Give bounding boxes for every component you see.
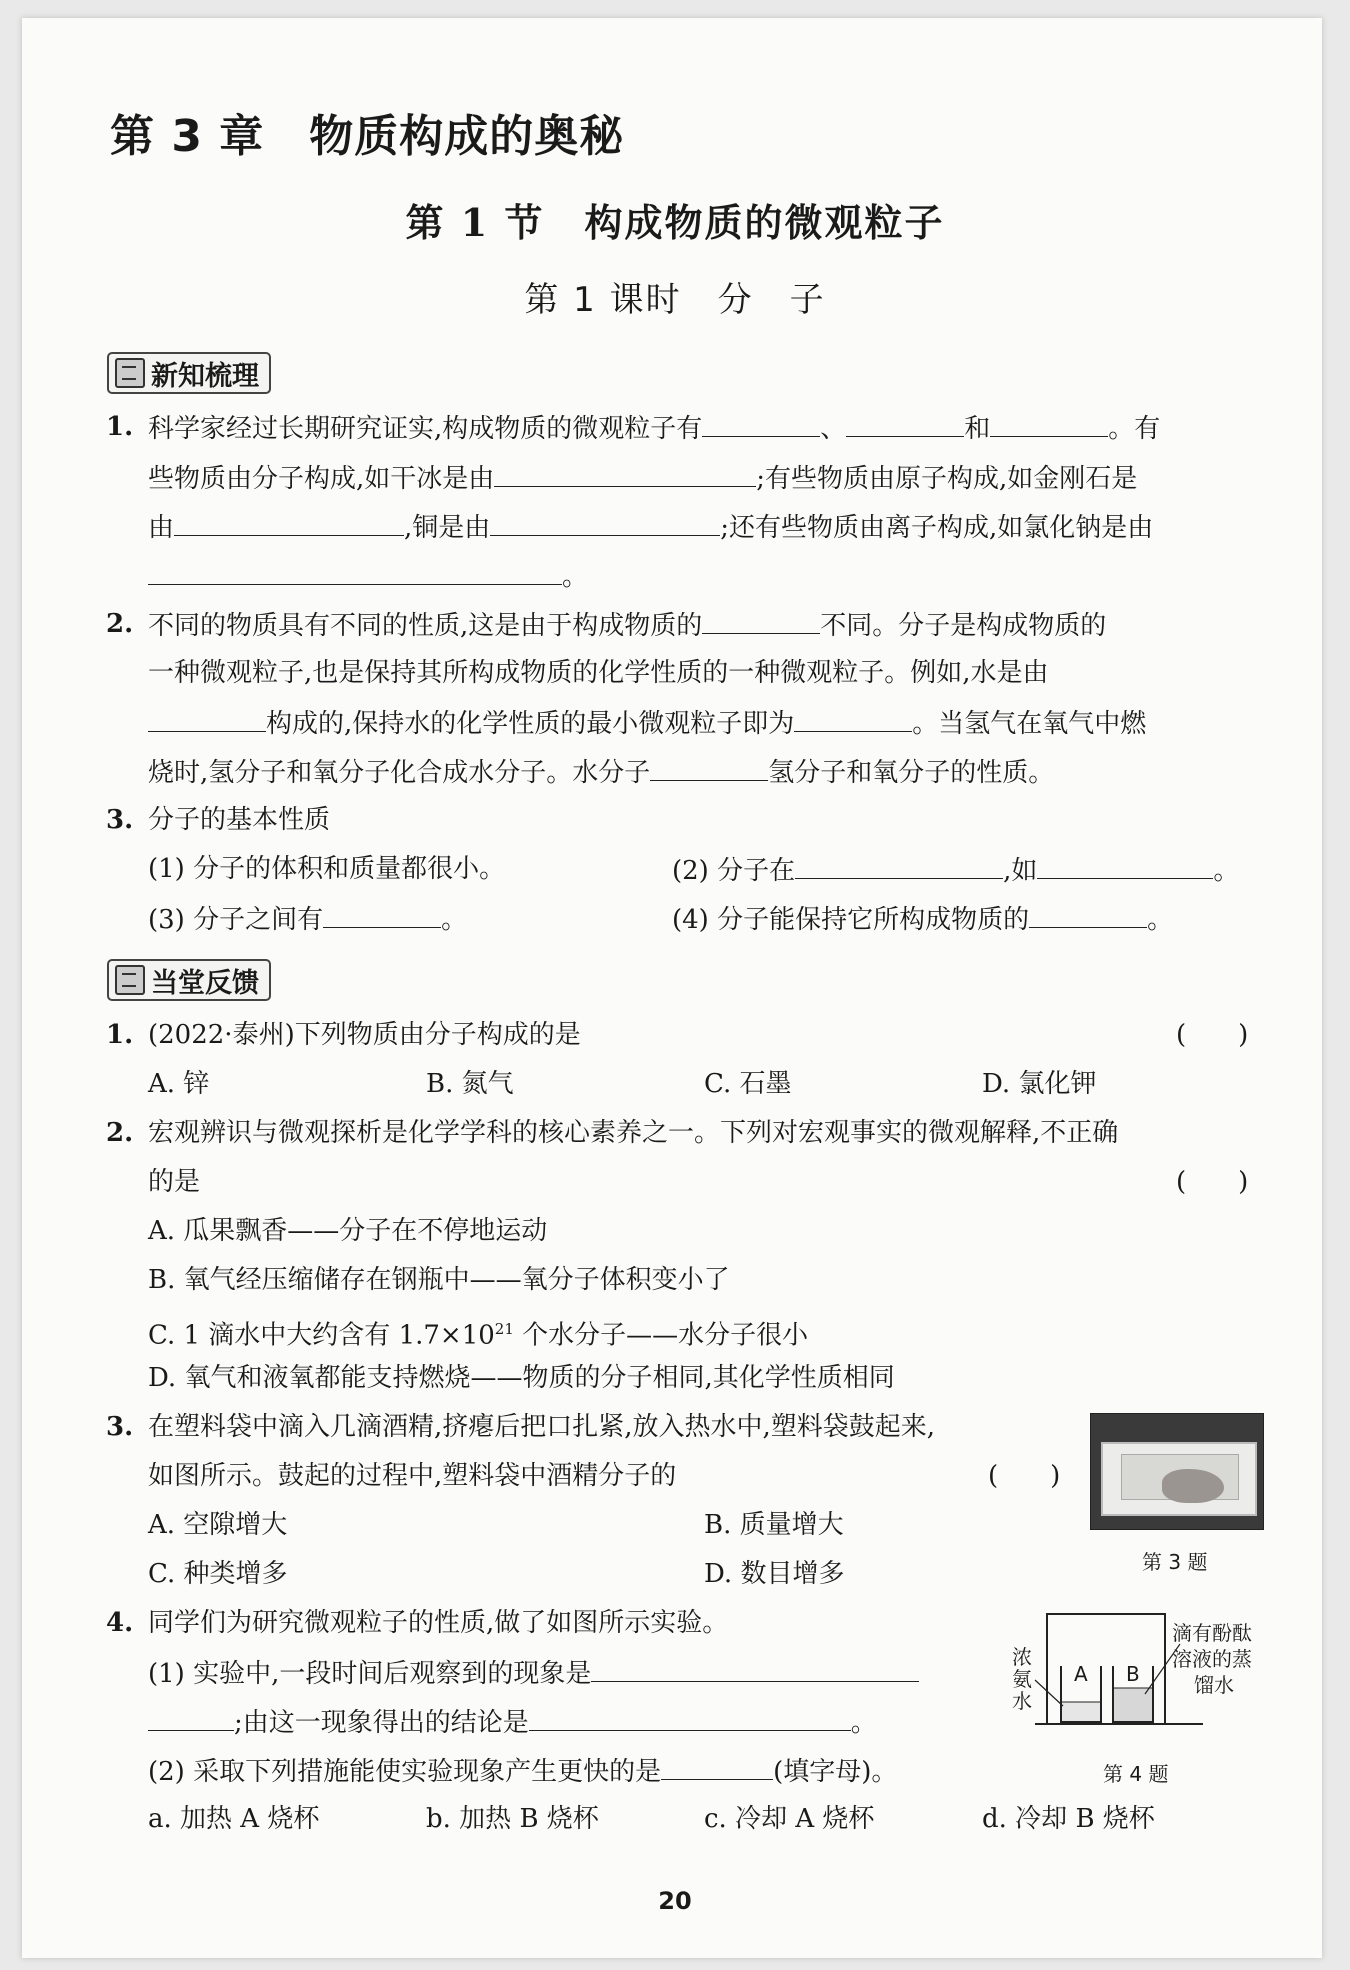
option-b: b. 加热 B 烧杯 xyxy=(426,1804,599,1834)
figure-caption: 第 3 题 xyxy=(1142,1550,1208,1574)
blank xyxy=(650,756,768,781)
label-char: 水 xyxy=(1012,1689,1032,1713)
q2-line1 xyxy=(148,609,1106,641)
question-number: 3. xyxy=(106,1412,134,1442)
blank xyxy=(795,854,1003,879)
f1-stem: (2022·泰州)下列物质由分子构成的是 xyxy=(148,1020,581,1050)
blank xyxy=(494,462,756,487)
text: 个水分子——水分子很小 xyxy=(513,1320,809,1351)
lesson-title: 第 1 课时 分 子 xyxy=(524,280,826,320)
f2-stem-line2: 的是 xyxy=(148,1167,201,1197)
question-number: 4. xyxy=(106,1608,134,1638)
blank xyxy=(661,1755,773,1780)
text: 和 xyxy=(964,414,991,444)
label-char: 氨 xyxy=(1012,1667,1032,1691)
text: (2) 分子在 xyxy=(672,856,796,886)
water-tray xyxy=(1101,1442,1257,1516)
q2-line3 xyxy=(148,707,1146,739)
option-b: B. 氧气经压缩储存在钢瓶中——氧分子体积变小了 xyxy=(148,1265,730,1295)
pen-icon xyxy=(115,965,145,995)
text: C. 1 滴水中大约含有 1.7×10 xyxy=(148,1320,495,1351)
q1-line4 xyxy=(148,560,588,592)
label-phenolphthalein xyxy=(1172,1620,1252,1698)
text: (2) 采取下列措施能使实验现象产生更快的是 xyxy=(148,1757,662,1787)
label-char: 浓 xyxy=(1012,1645,1032,1669)
label-line: 溶液的蒸 xyxy=(1172,1647,1252,1671)
text: (1) 实验中,一段时间后观察到的现象是 xyxy=(148,1659,592,1689)
ammonia-liquid xyxy=(1062,1702,1100,1721)
f4-part2 xyxy=(148,1755,897,1787)
answer-paren: ( ) xyxy=(1176,1167,1249,1197)
text: 不同的物质具有不同的性质,这是由于构成物质的 xyxy=(148,611,703,641)
text: 。 xyxy=(1147,905,1174,935)
pointer-line xyxy=(1035,1680,1063,1706)
figure-caption: 第 4 题 xyxy=(1103,1762,1169,1786)
text: 。 xyxy=(562,562,589,592)
option-a: A. 锌 xyxy=(148,1069,210,1099)
text: ,铜是由 xyxy=(404,513,491,543)
text: ;还有些物质由离子构成,如氯化钠是由 xyxy=(720,513,1154,543)
text: ;有些物质由原子构成,如金刚石是 xyxy=(756,464,1138,494)
option-a: a. 加热 A 烧杯 xyxy=(148,1804,320,1834)
blank xyxy=(702,609,820,634)
option-d: D. 氧气和液氧都能支持燃烧——物质的分子相同,其化学性质相同 xyxy=(148,1363,895,1393)
blank xyxy=(323,903,441,928)
text: 。 xyxy=(1213,856,1240,886)
q3-title: 分子的基本性质 xyxy=(148,805,331,835)
tray-inner xyxy=(1121,1454,1239,1500)
chapter-title: 第 3 章 物质构成的奥秘 xyxy=(110,111,625,162)
answer-paren: ( ) xyxy=(988,1461,1061,1491)
text: (3) 分子之间有 xyxy=(148,905,324,935)
text: 些物质由分子构成,如干冰是由 xyxy=(148,464,495,494)
text: 。当氢气在氧气中燃 xyxy=(912,709,1147,739)
question-number: 3. xyxy=(106,805,134,835)
q3-part2 xyxy=(672,854,1239,886)
question-number: 1. xyxy=(106,1020,134,1050)
option-a: A. 瓜果飘香——分子在不停地运动 xyxy=(148,1216,548,1246)
option-c: c. 冷却 A 烧杯 xyxy=(704,1804,875,1834)
q2-line4 xyxy=(148,756,1054,788)
blank xyxy=(490,511,720,536)
question-number: 1. xyxy=(106,412,134,442)
section-box-new-knowledge xyxy=(107,352,271,394)
text: 。 xyxy=(850,1708,877,1738)
label-a: A xyxy=(1074,1662,1088,1686)
text: ;由这一现象得出的结论是 xyxy=(234,1708,529,1738)
page-number: 20 xyxy=(658,1887,692,1915)
text: 烧时,氢分子和氧分子化合成水分子。水分子 xyxy=(148,758,651,788)
section-box-feedback xyxy=(107,959,271,1001)
q1-line1 xyxy=(148,412,1160,444)
q1-line2 xyxy=(148,462,1137,494)
plastic-bag xyxy=(1162,1469,1224,1503)
label-b: B xyxy=(1126,1662,1140,1686)
q2-line2: 一种微观粒子,也是保持其所构成物质的化学性质的一种微观粒子。例如,水是由 xyxy=(148,658,1049,688)
blank xyxy=(591,1657,919,1682)
text: 科学家经过长期研究证实,构成物质的微观粒子有 xyxy=(148,414,703,444)
text: 构成的,保持水的化学性质的最小微观粒子即为 xyxy=(266,709,795,739)
plastic-bag-photo xyxy=(1090,1413,1264,1530)
blank xyxy=(529,1706,851,1731)
section-title: 第 1 节 构成物质的微观粒子 xyxy=(405,200,945,245)
question-number: 2. xyxy=(106,609,134,639)
blank xyxy=(148,707,266,732)
blank xyxy=(148,560,562,585)
label-line: 馏水 xyxy=(1194,1673,1234,1697)
f4-part1-line2 xyxy=(148,1706,877,1738)
text: 。 xyxy=(441,905,468,935)
blank xyxy=(1037,854,1213,879)
book-icon xyxy=(115,358,145,388)
q3-part1: (1) 分子的体积和质量都很小。 xyxy=(148,854,506,884)
q3-part4 xyxy=(672,903,1173,935)
section-box-label: 当堂反馈 xyxy=(151,967,259,999)
option-a: A. 空隙增大 xyxy=(148,1510,288,1540)
option-c: C. 石墨 xyxy=(704,1069,792,1099)
superscript: 21 xyxy=(494,1320,514,1338)
text: 氢分子和氧分子的性质。 xyxy=(768,758,1055,788)
section-box-label: 新知梳理 xyxy=(151,360,259,392)
blank xyxy=(1029,903,1147,928)
option-c: C. 种类增多 xyxy=(148,1559,288,1589)
text: 。有 xyxy=(1108,414,1161,444)
f4-stem: 同学们为研究微观粒子的性质,做了如图所示实验。 xyxy=(148,1608,729,1638)
blank xyxy=(794,707,912,732)
text: (4) 分子能保持它所构成物质的 xyxy=(672,905,1030,935)
option-b: B. 氮气 xyxy=(426,1069,514,1099)
option-d: D. 氯化钾 xyxy=(982,1069,1097,1099)
option-d: d. 冷却 B 烧杯 xyxy=(982,1804,1155,1834)
option-b: B. 质量增大 xyxy=(704,1510,844,1540)
question-number: 2. xyxy=(106,1118,134,1148)
text: 、 xyxy=(820,414,847,444)
q1-line3 xyxy=(148,511,1153,543)
blank xyxy=(174,511,404,536)
q3-part3 xyxy=(148,903,467,935)
label-line: 滴有酚酞 xyxy=(1172,1621,1252,1645)
text: 不同。分子是构成物质的 xyxy=(820,611,1107,641)
blank xyxy=(148,1706,234,1731)
f4-part1-line1 xyxy=(148,1657,919,1689)
text: 由 xyxy=(148,513,175,543)
f2-stem-line1: 宏观辨识与微观探析是化学学科的核心素养之一。下列对宏观事实的微观解释,不正确 xyxy=(148,1118,1119,1148)
blank xyxy=(990,412,1108,437)
option-d: D. 数目增多 xyxy=(704,1559,845,1589)
blank xyxy=(702,412,820,437)
answer-paren: ( ) xyxy=(1176,1020,1249,1050)
f3-stem-line1: 在塑料袋中滴入几滴酒精,挤瘪后把口扎紧,放入热水中,塑料袋鼓起来, xyxy=(148,1412,936,1442)
blank xyxy=(846,412,964,437)
f3-stem-line2: 如图所示。鼓起的过程中,塑料袋中酒精分子的 xyxy=(148,1461,677,1491)
option-c xyxy=(148,1314,808,1351)
text: (填字母)。 xyxy=(773,1757,898,1787)
text: ,如 xyxy=(1003,856,1038,886)
label-ammonia xyxy=(1012,1646,1032,1712)
